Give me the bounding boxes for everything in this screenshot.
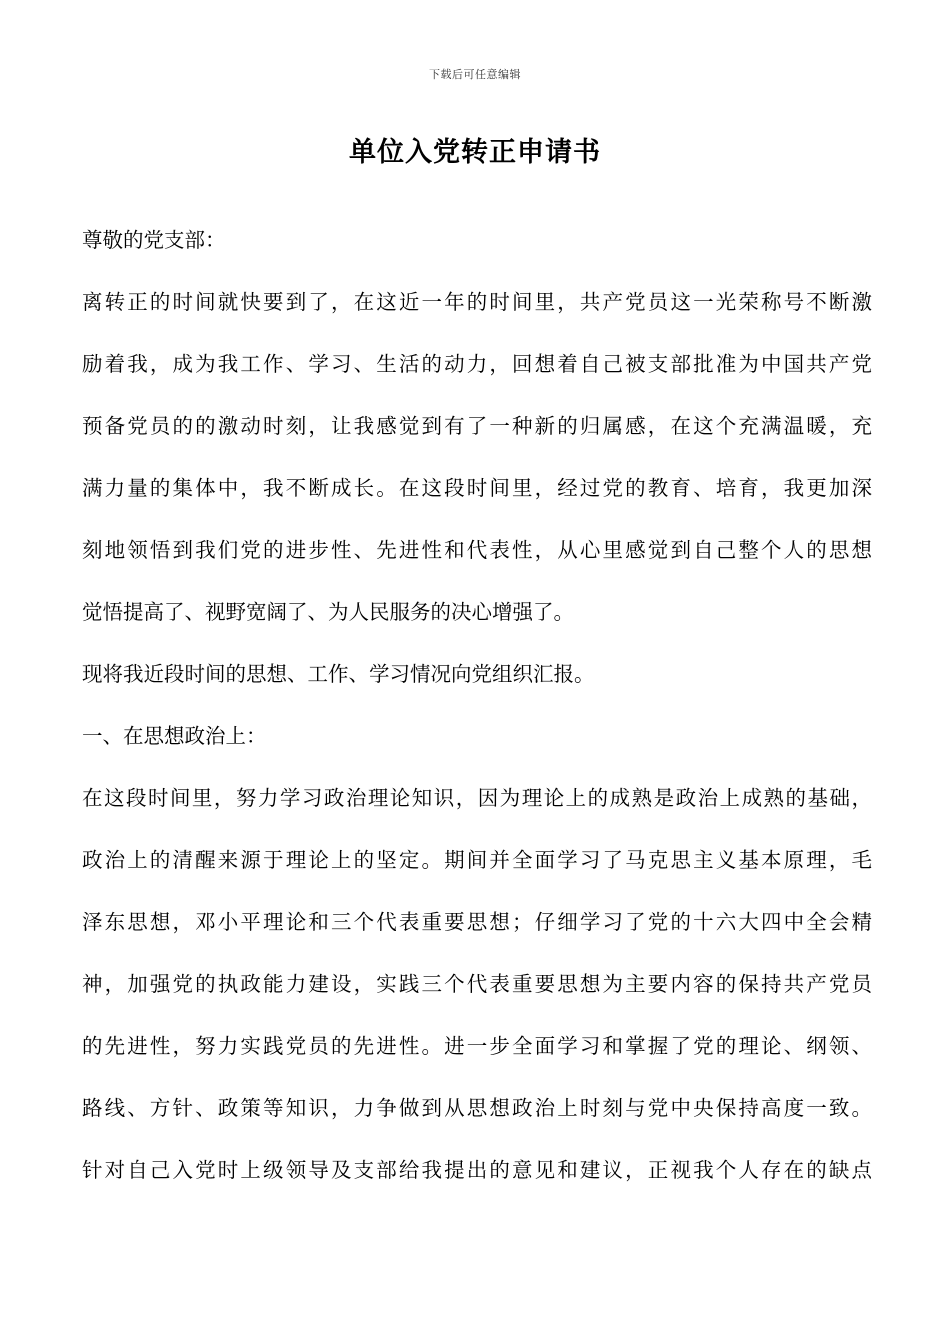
body-line: 励着我，成为我工作、学习、生活的动力，回想着自己被支部批准为中国共产党 <box>82 352 872 376</box>
body-line: 针对自己入党时上级领导及支部给我提出的意见和建议，正视我个人存在的缺点 <box>82 1158 872 1182</box>
header-note: 下载后可任意编辑 <box>429 68 521 81</box>
body-line: 觉悟提高了、视野宽阔了、为人民服务的决心增强了。 <box>82 600 574 624</box>
document-body <box>82 221 872 1213</box>
body-line: 泽东思想，邓小平理论和三个代表重要思想；仔细学习了党的十六大四中全会精 <box>82 910 872 934</box>
body-line: 尊敬的党支部： <box>82 228 226 252</box>
body-line: 刻地领悟到我们党的进步性、先进性和代表性，从心里感觉到自己整个人的思想 <box>82 538 872 562</box>
body-line: 政治上的清醒来源于理论上的坚定。期间并全面学习了马克思主义基本原理，毛 <box>82 848 872 872</box>
body-line: 的先进性，努力实践党员的先进性。进一步全面学习和掌握了党的理论、纲领、 <box>82 1034 872 1058</box>
body-line: 满力量的集体中，我不断成长。在这段时间里，经过党的教育、培育，我更加深 <box>82 476 872 500</box>
body-line: 离转正的时间就快要到了，在这近一年的时间里，共产党员这一光荣称号不断激 <box>82 290 872 314</box>
body-line: 在这段时间里，努力学习政治理论知识，因为理论上的成熟是政治上成熟的基础， <box>82 786 872 810</box>
body-line: 神，加强党的执政能力建设，实践三个代表重要思想为主要内容的保持共产党员 <box>82 972 872 996</box>
document-title: 单位入党转正申请书 <box>349 137 601 168</box>
body-line: 路线、方针、政策等知识，力争做到从思想政治上时刻与党中央保持高度一致。 <box>82 1096 872 1120</box>
body-line: 预备党员的的激动时刻，让我感觉到有了一种新的归属感，在这个充满温暖，充 <box>82 414 872 438</box>
body-line: 现将我近段时间的思想、工作、学习情况向党组织汇报。 <box>82 662 595 686</box>
section-heading: 一、在思想政治上： <box>82 724 267 748</box>
